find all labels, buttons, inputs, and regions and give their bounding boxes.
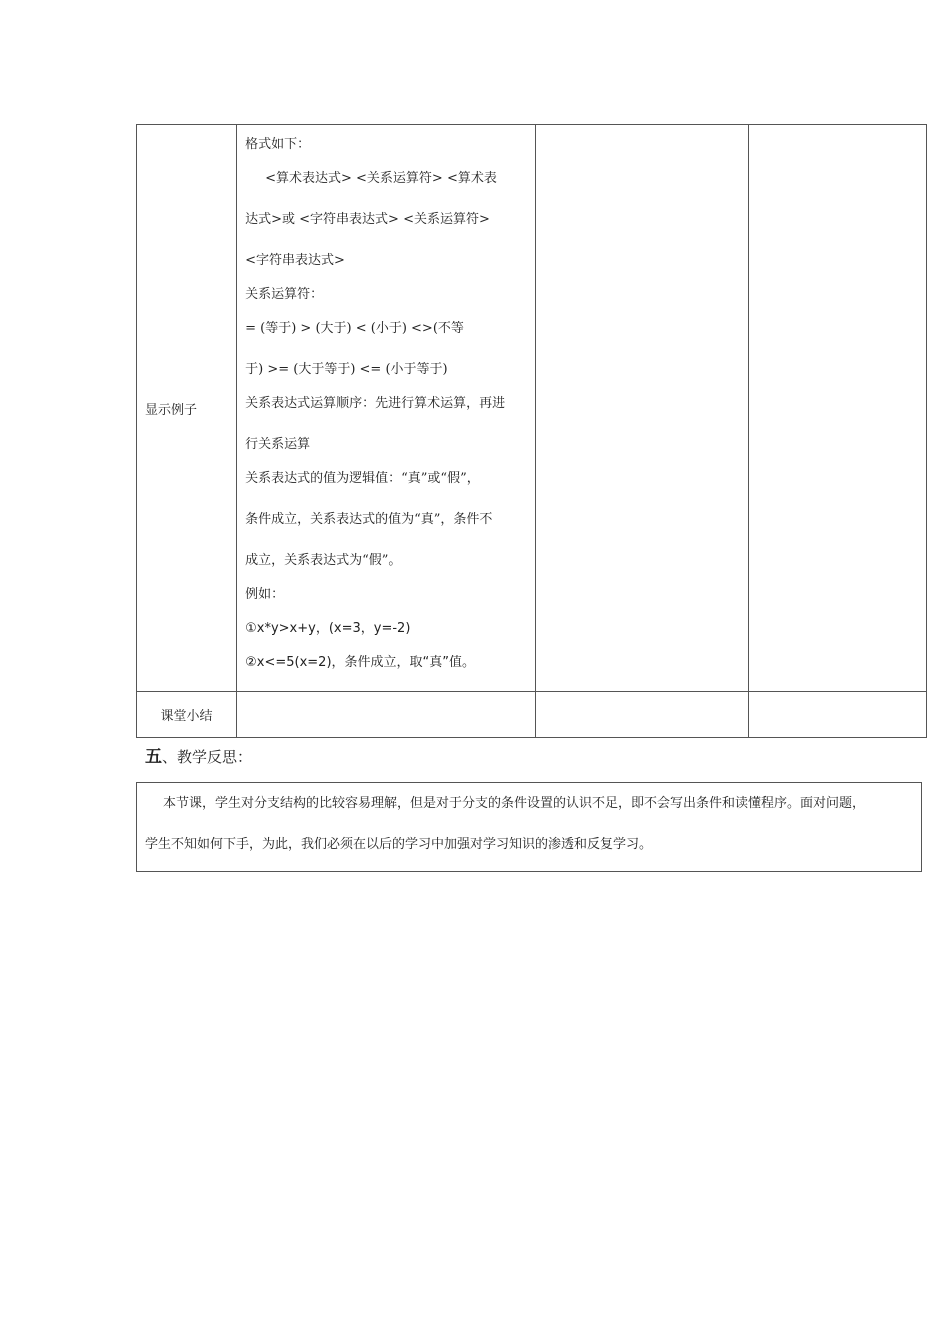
example-1: ①x*y>x+y，(x=3，y=-2) — [245, 621, 411, 636]
empty-cell-4 — [748, 125, 926, 692]
example-title: 例如： — [245, 587, 285, 602]
reflection-line-1: 本节课，学生对分支结构的比较容易理解，但是对于分支的条件设置的认识不足，即不会写出条件和读懂程序。面对问题， — [163, 796, 866, 811]
format-intro: 格式如下： — [245, 137, 311, 152]
summary-cell-3 — [535, 692, 748, 738]
empty-cell-3 — [535, 125, 748, 692]
operators-line-1: = (等于) > (大于) < (小于) <>(不等 — [245, 321, 464, 336]
operators-title: 关系运算符： — [245, 287, 324, 302]
operators-line-2: 于) >= (大于等于) <= (小于等于) — [245, 362, 448, 377]
reflection-heading-number: 五 — [145, 747, 162, 767]
value-line-2: 条件成立，关系表达式的值为“真”，条件不 — [245, 512, 493, 527]
example-label: 显示例子 — [145, 402, 198, 418]
value-line-3: 成立，关系表达式为“假”。 — [245, 553, 402, 568]
summary-cell-4 — [748, 692, 926, 738]
reflection-box — [136, 782, 922, 872]
order-line-1: 关系表达式运算顺序：先进行算术运算，再进 — [245, 396, 506, 411]
table-row-example — [137, 125, 927, 692]
syntax-line-1: <算术表达式> <关系运算符> <算术表 — [265, 171, 497, 186]
example-label-cell — [137, 125, 237, 692]
reflection-heading-text: 、教学反思： — [162, 748, 253, 766]
content-cell — [237, 125, 535, 692]
order-line-2: 行关系运算 — [245, 437, 311, 452]
syntax-line-2: 达式>或 <字符串表达式> <关系运算符> — [245, 212, 490, 227]
reflection-line-2: 学生不知如何下手，为此，我们必须在以后的学习中加强对学习知识的渗透和反复学习。 — [145, 837, 653, 852]
example-2: ②x<=5(x=2)，条件成立，取“真”值。 — [245, 655, 475, 670]
table-row-summary — [137, 692, 927, 738]
summary-label-cell — [137, 692, 237, 738]
syntax-line-3: <字符串表达式> — [245, 253, 345, 268]
summary-cell-2 — [237, 692, 535, 738]
reflection-heading — [145, 745, 252, 769]
lesson-table — [136, 124, 927, 738]
summary-label: 课堂小结 — [160, 709, 213, 724]
value-line-1: 关系表达式的值为逻辑值：“真”或“假”， — [245, 471, 480, 486]
